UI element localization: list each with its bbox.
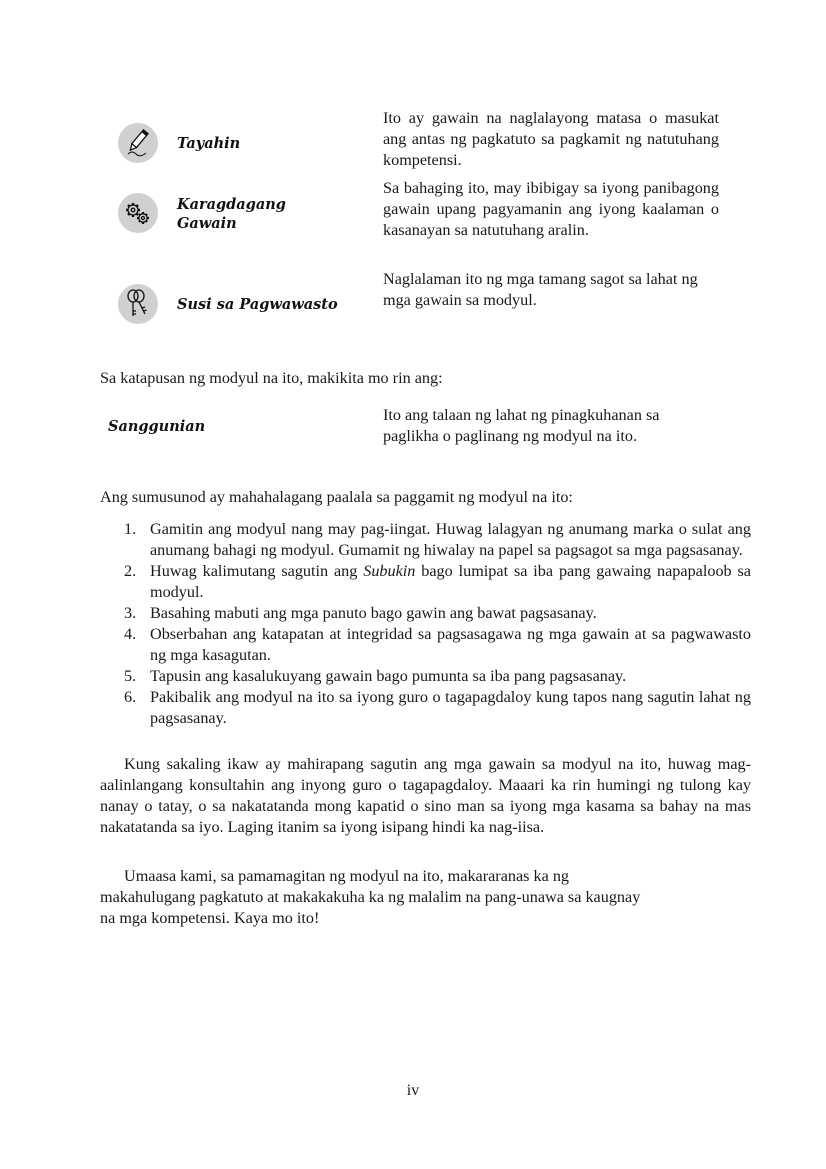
- reminder-item: [100, 603, 751, 624]
- reference-description: Ito ang talaan ng lahat ng pinagkuhanan sa paglikha o paglinang ng modyul na ito.: [383, 406, 660, 445]
- reminder-text-after: bago lumipat sa iba pang gawaing napapaloob sa modyul.: [150, 562, 751, 601]
- gears-icon: [118, 193, 158, 233]
- reminder-item: [100, 687, 751, 729]
- reminder-text-before: Huwag kalimutang sagutin ang: [150, 562, 364, 580]
- reminder-item: [100, 519, 751, 561]
- section-description-tayahin: Ito ay gawain na naglalayong matasa o masukat ang antas ng pagkatuto sa pagkamit ng natutuhang kompetensi.: [383, 109, 719, 169]
- help-paragraph: Kung sakaling ikaw ay mahirapang sagutin ang mga gawain sa modyul na ito, huwag mag-aalinlangang konsultahin ang inyong guro o tagapagdaloy. Maaari ka rin humingi ng tulong kay nanay o tatay, o sa nakatatanda mong kapatid o sino man sa iyong mga kasama sa bahay na mas nakatatanda sa iyo. Laging itanim sa iyong isipang hindi ka nag-iisa.: [100, 755, 751, 836]
- reminder-number: 1.: [124, 520, 137, 538]
- pencil-icon: [118, 123, 158, 163]
- reminder-text: Pakibalik ang modyul na ito sa iyong guro o tagapagdaloy kung tapos nang sagutin lahat ng pagsasanay.: [150, 688, 751, 727]
- reminder-number: 3.: [124, 604, 137, 622]
- section-description-karagdagang-gawain: Sa bahaging ito, may ibibigay sa iyong panibagong gawain upang pagyamanin ang iyong kaalaman o kasanayan sa natutuhang aralin.: [383, 179, 719, 239]
- closing-paragraph: [100, 866, 751, 929]
- reference-label: Sanggunian: [108, 418, 206, 435]
- section-description-susi-sa-pagwawasto: Naglalaman ito ng mga tamang sagot sa lahat ng mga gawain sa modyul.: [383, 270, 698, 309]
- reminder-text: Tapusin ang kasalukuyang gawain bago pumunta sa iba pang pagsasanay.: [150, 667, 627, 685]
- section-label-karagdagang-gawain: [177, 195, 307, 233]
- reminder-text-emphasis: Subukin: [363, 562, 416, 580]
- reminders-list: [100, 519, 751, 729]
- page-number: iv: [406, 1082, 420, 1099]
- section-label-susi-sa-pagwawasto: Susi sa Pagwawasto: [177, 296, 338, 313]
- closing-line: makahulugang pagkatuto at makakakuha ka ng malalim na pang-unawa sa kaugnay: [100, 888, 641, 906]
- reminder-text: Gamitin ang modyul nang may pag-iingat. Huwag lalagyan ng anumang marka o sulat ang anumang bahagi ng modyul. Gumamit ng hiwalay na papel sa pagsagot sa mga pagsasanay.: [150, 520, 751, 559]
- reminder-number: 5.: [124, 667, 137, 685]
- closing-line: Umaasa kami, sa pamamagitan ng modyul na ito, makararanas ka ng: [124, 867, 570, 885]
- reminder-item: [100, 624, 751, 666]
- section-label-text: Karagdagang Gawain: [177, 196, 286, 232]
- keys-icon: [118, 284, 158, 324]
- end-intro-text: Sa katapusan ng modyul na ito, makikita mo rin ang:: [100, 369, 443, 387]
- section-label-tayahin: Tayahin: [177, 135, 241, 152]
- reminder-number: 4.: [124, 625, 137, 643]
- reminder-item: [100, 666, 751, 687]
- reminder-text: Obserbahan ang katapatan at integridad sa pagsasagawa ng mga gawain at sa pagwawasto ng mga kasagutan.: [150, 625, 751, 664]
- closing-line: na mga kompetensi. Kaya mo ito!: [100, 909, 320, 927]
- reminder-number: 2.: [124, 562, 137, 580]
- reminder-text: Basahing mabuti ang mga panuto bago gawin ang bawat pagsasanay.: [150, 604, 597, 622]
- reminders-intro: Ang sumusunod ay mahahalagang paalala sa paggamit ng modyul na ito:: [100, 488, 573, 506]
- reminder-item: [100, 561, 751, 603]
- reminder-number: 6.: [124, 688, 137, 706]
